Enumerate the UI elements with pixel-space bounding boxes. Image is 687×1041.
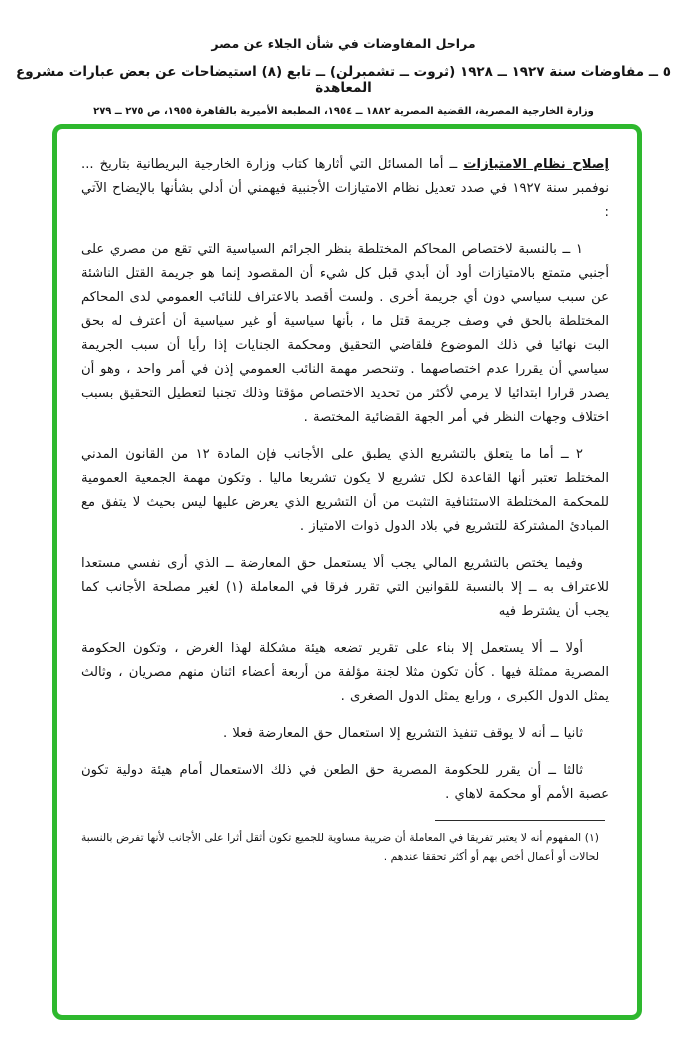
header-title: مراحل المفاوضات في شأن الجلاء عن مصر — [211, 36, 476, 51]
intro-paragraph — [81, 153, 609, 225]
paragraph-condition-third: ثالثا ــ أن يقرر للحكومة المصرية حق الطعن في ذلك الاستعمال أمام هيئة دولية تكون عصبة الأمم أو محكمة لاهاي . — [81, 763, 609, 803]
header-source-line: وزارة الخارجية المصرية، القضية المصرية ١٨٨٢ ــ ١٩٥٤، المطبعة الأميرية بالقاهرة ١٩٥٥، ص ٢٧٥ ــ ٢٧٩ — [93, 106, 594, 117]
paragraph-courts-jurisdiction: ١ ــ بالنسبة لاختصاص المحاكم المختلطة بنظر الجرائم السياسية التي تقع من مصري على أجنبي متمتع بالامتيازات أود أن أبدي قبل كل شيء أن المقصود إنما هو جريمة القتل الناشئة عن سبب سياسي دون أي جريمة أخرى . ولست أقصد بالاعتراف للنائب العمومي لدى المحاكم المختلطة بالحق في وصف جريمة قتل ما ، بأنها سياسية أو غير سياسية أن أعترف له بحق البت نهائيا في ذلك الموضوع فلقاضي التحقيق ومحكمة الجنايات إذا رأيا أن سبب الجريمة سياسي أن يقررا عدم اختصاصهما . وتنحصر مهمة النائب العمومي إذن في أمر واحد ، وهو أن يصدر قرارا ابتدائيا لا يرمي لأكثر من تحديد الاختصاص مؤقتا وذلك تجنبا لتعطيل التحقيق بسبب اختلاف وجهات النظر في أمر الجهة القضائية المختصة . — [81, 242, 609, 426]
footnote-separator — [435, 820, 605, 821]
page-header — [10, 36, 677, 117]
footnote: (١) المفهوم أنه لا يعتبر تفريقا في المعاملة أن ضريبة مساوية للجميع تكون أثقل أثرا على الأجانب لأنها تفرض بالنسبة لحالات أو أعمال أخص بهم أو أكثر تحققا عندهم . — [81, 831, 599, 864]
paragraph-condition-first: أولا ــ ألا يستعمل إلا بناء على تقرير تضعه هيئة مشكلة لهذا الغرض ، وتكون الحكومة المصرية ممثلة فيها . كأن تكون مثلا لجنة مؤلفة من أربعة أعضاء اثنان منهم مصريان ، وثالث يمثل الدول الكبرى ، ورابع يمثل الدول الصغرى . — [81, 641, 609, 705]
paragraph-condition-second: ثانيا ــ أنه لا يوقف تنفيذ التشريع إلا استعمال حق المعارضة فعلا . — [222, 726, 583, 742]
intro-text: ــ أما المسائل التي أثارها كتاب وزارة الخارجية البريطانية بتاريخ ... نوفمبر سنة ١٩٢٧ في صدد تعديل نظام الامتيازات الأجنبية فيهمني أن أدلي بشأنها بالإيضاح الآتي : — [81, 157, 609, 221]
green-frame — [52, 124, 642, 1020]
paragraph-legislation-foreigners: ٢ ــ أما ما يتعلق بالتشريع الذي يطبق على الأجانب فإن المادة ١٢ من القانون المدني المختلط تعتبر أنها القاعدة لكل تشريع لا يكون تشريعا ماليا . وتكون مهمة الجمعية العمومية للمحكمة المختلطة الاستئنافية التثبت من أن التشريع الذي يعرض عليها ليس بحيث لا يتفق مع المبادئ المشتركة للتشريع في بلاد الدول ذوات الامتياز . — [81, 447, 609, 535]
intro-heading: إصلاح نظام الامتيازات — [463, 157, 609, 172]
header-subtitle: ٥ ــ مفاوضات سنة ١٩٢٧ ــ ١٩٢٨ (ثروت ــ تشمبرلن) ــ تابع (٨) استيضاحات عن بعض عبارات مشروع المعاهدة — [16, 64, 671, 96]
paragraph-financial-legislation: وفيما يختص بالتشريع المالي يجب ألا يستعمل حق المعارضة ــ الذي أرى نفسي مستعدا للاعتراف به ــ إلا بالنسبة للقوانين التي تقرر فرقا في المعاملة (١) لغير مصلحة الأجانب كما يجب أن يشترط فيه — [81, 556, 609, 620]
